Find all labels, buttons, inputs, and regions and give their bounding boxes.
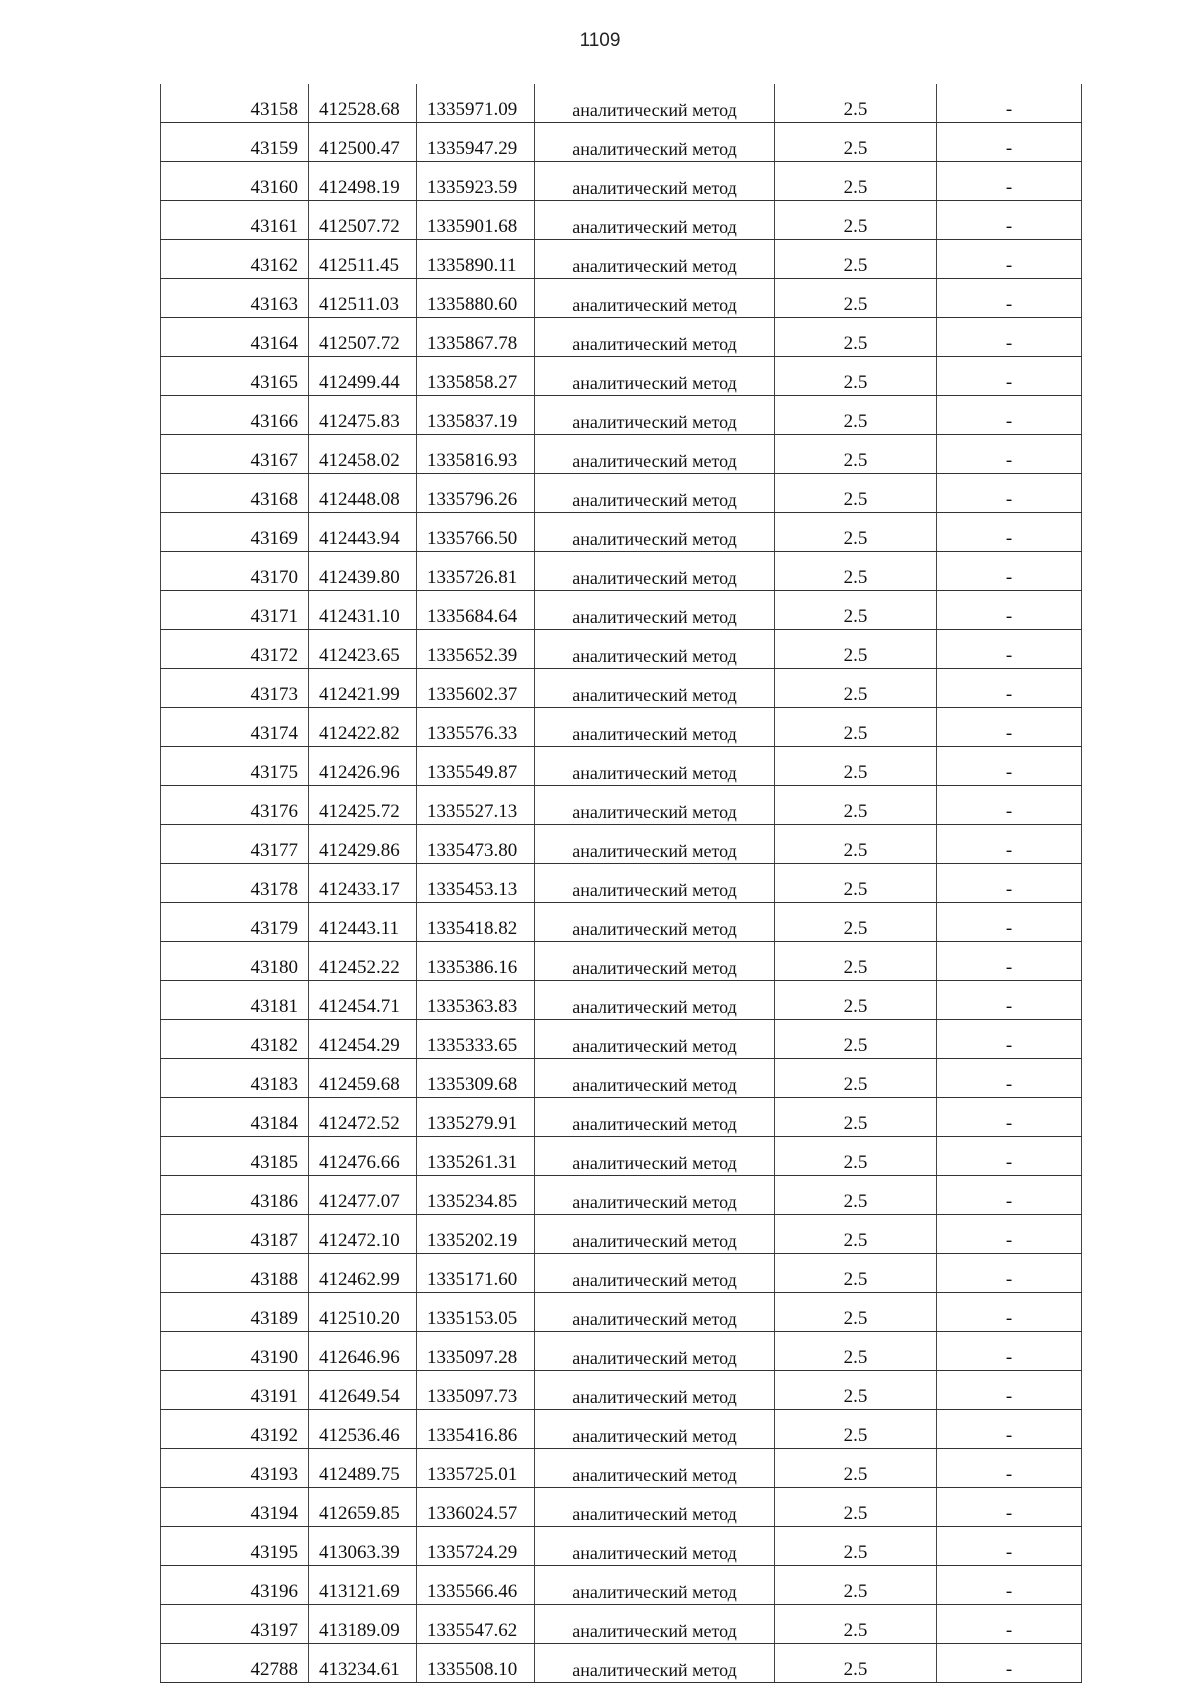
note-cell: -	[937, 552, 1082, 591]
accuracy-cell: 2.5	[775, 591, 937, 630]
note-cell: -	[937, 1176, 1082, 1215]
table-row	[161, 630, 1082, 669]
table-row	[161, 1527, 1082, 1566]
coordinates-table-body	[161, 84, 1082, 1683]
point-number-cell: 43193	[161, 1449, 309, 1488]
note-cell: -	[937, 1644, 1082, 1683]
accuracy-cell: 2.5	[775, 747, 937, 786]
table-row	[161, 747, 1082, 786]
x-coordinate-cell: 412472.52	[309, 1098, 417, 1137]
x-coordinate-cell: 412475.83	[309, 396, 417, 435]
accuracy-cell: 2.5	[775, 942, 937, 981]
table-row	[161, 591, 1082, 630]
x-coordinate-cell: 412477.07	[309, 1176, 417, 1215]
table-row	[161, 396, 1082, 435]
y-coordinate-cell: 1335602.37	[417, 669, 535, 708]
page-number: 1109	[579, 30, 621, 51]
note-cell: -	[937, 201, 1082, 240]
y-coordinate-cell: 1335153.05	[417, 1293, 535, 1332]
note-cell: -	[937, 708, 1082, 747]
point-number-cell: 43167	[161, 435, 309, 474]
point-number-cell: 43171	[161, 591, 309, 630]
note-cell: -	[937, 474, 1082, 513]
y-coordinate-cell: 1335858.27	[417, 357, 535, 396]
point-number-cell: 43173	[161, 669, 309, 708]
accuracy-cell: 2.5	[775, 1254, 937, 1293]
method-cell: аналитический метод	[535, 708, 775, 747]
method-cell: аналитический метод	[535, 1566, 775, 1605]
method-cell: аналитический метод	[535, 1488, 775, 1527]
y-coordinate-cell: 1335923.59	[417, 162, 535, 201]
x-coordinate-cell: 412528.68	[309, 84, 417, 123]
point-number-cell: 43165	[161, 357, 309, 396]
x-coordinate-cell: 412443.94	[309, 513, 417, 552]
y-coordinate-cell: 1335508.10	[417, 1644, 535, 1683]
method-cell: аналитический метод	[535, 474, 775, 513]
point-number-cell: 43192	[161, 1410, 309, 1449]
accuracy-cell: 2.5	[775, 981, 937, 1020]
table-row	[161, 1410, 1082, 1449]
x-coordinate-cell: 413189.09	[309, 1605, 417, 1644]
accuracy-cell: 2.5	[775, 669, 937, 708]
table-row	[161, 1566, 1082, 1605]
accuracy-cell: 2.5	[775, 201, 937, 240]
y-coordinate-cell: 1335363.83	[417, 981, 535, 1020]
x-coordinate-cell: 412511.03	[309, 279, 417, 318]
y-coordinate-cell: 1335901.68	[417, 201, 535, 240]
table-row	[161, 942, 1082, 981]
point-number-cell: 43187	[161, 1215, 309, 1254]
note-cell: -	[937, 1254, 1082, 1293]
accuracy-cell: 2.5	[775, 1410, 937, 1449]
note-cell: -	[937, 240, 1082, 279]
table-row	[161, 1332, 1082, 1371]
point-number-cell: 43189	[161, 1293, 309, 1332]
x-coordinate-cell: 412511.45	[309, 240, 417, 279]
y-coordinate-cell: 1335971.09	[417, 84, 535, 123]
method-cell: аналитический метод	[535, 240, 775, 279]
x-coordinate-cell: 412452.22	[309, 942, 417, 981]
method-cell: аналитический метод	[535, 318, 775, 357]
x-coordinate-cell: 412459.68	[309, 1059, 417, 1098]
x-coordinate-cell: 412499.44	[309, 357, 417, 396]
table-row	[161, 84, 1082, 123]
accuracy-cell: 2.5	[775, 1137, 937, 1176]
method-cell: аналитический метод	[535, 1332, 775, 1371]
y-coordinate-cell: 1336024.57	[417, 1488, 535, 1527]
point-number-cell: 43163	[161, 279, 309, 318]
point-number-cell: 43181	[161, 981, 309, 1020]
y-coordinate-cell: 1335386.16	[417, 942, 535, 981]
x-coordinate-cell: 412458.02	[309, 435, 417, 474]
accuracy-cell: 2.5	[775, 1215, 937, 1254]
method-cell: аналитический метод	[535, 162, 775, 201]
x-coordinate-cell: 413121.69	[309, 1566, 417, 1605]
accuracy-cell: 2.5	[775, 630, 937, 669]
y-coordinate-cell: 1335234.85	[417, 1176, 535, 1215]
table-row	[161, 1020, 1082, 1059]
table-row	[161, 1254, 1082, 1293]
y-coordinate-cell: 1335416.86	[417, 1410, 535, 1449]
point-number-cell: 43195	[161, 1527, 309, 1566]
note-cell: -	[937, 630, 1082, 669]
x-coordinate-cell: 412498.19	[309, 162, 417, 201]
method-cell: аналитический метод	[535, 396, 775, 435]
x-coordinate-cell: 412454.29	[309, 1020, 417, 1059]
point-number-cell: 43184	[161, 1098, 309, 1137]
point-number-cell: 43169	[161, 513, 309, 552]
y-coordinate-cell: 1335333.65	[417, 1020, 535, 1059]
x-coordinate-cell: 412462.99	[309, 1254, 417, 1293]
x-coordinate-cell: 412439.80	[309, 552, 417, 591]
table-row	[161, 513, 1082, 552]
point-number-cell: 43197	[161, 1605, 309, 1644]
table-row	[161, 279, 1082, 318]
accuracy-cell: 2.5	[775, 903, 937, 942]
y-coordinate-cell: 1335684.64	[417, 591, 535, 630]
method-cell: аналитический метод	[535, 1527, 775, 1566]
note-cell: -	[937, 84, 1082, 123]
x-coordinate-cell: 412472.10	[309, 1215, 417, 1254]
x-coordinate-cell: 412507.72	[309, 201, 417, 240]
note-cell: -	[937, 1488, 1082, 1527]
method-cell: аналитический метод	[535, 942, 775, 981]
point-number-cell: 43159	[161, 123, 309, 162]
note-cell: -	[937, 591, 1082, 630]
method-cell: аналитический метод	[535, 1449, 775, 1488]
table-row	[161, 1449, 1082, 1488]
table-row	[161, 708, 1082, 747]
note-cell: -	[937, 864, 1082, 903]
y-coordinate-cell: 1335097.73	[417, 1371, 535, 1410]
method-cell: аналитический метод	[535, 1059, 775, 1098]
x-coordinate-cell: 412425.72	[309, 786, 417, 825]
table-row	[161, 903, 1082, 942]
note-cell: -	[937, 1566, 1082, 1605]
table-row	[161, 981, 1082, 1020]
note-cell: -	[937, 1293, 1082, 1332]
point-number-cell: 43177	[161, 825, 309, 864]
method-cell: аналитический метод	[535, 1644, 775, 1683]
point-number-cell: 43182	[161, 1020, 309, 1059]
x-coordinate-cell: 412649.54	[309, 1371, 417, 1410]
x-coordinate-cell: 412421.99	[309, 669, 417, 708]
accuracy-cell: 2.5	[775, 825, 937, 864]
note-cell: -	[937, 903, 1082, 942]
y-coordinate-cell: 1335418.82	[417, 903, 535, 942]
note-cell: -	[937, 1410, 1082, 1449]
point-number-cell: 43161	[161, 201, 309, 240]
accuracy-cell: 2.5	[775, 552, 937, 591]
y-coordinate-cell: 1335279.91	[417, 1098, 535, 1137]
point-number-cell: 43160	[161, 162, 309, 201]
method-cell: аналитический метод	[535, 357, 775, 396]
y-coordinate-cell: 1335547.62	[417, 1605, 535, 1644]
table-row	[161, 669, 1082, 708]
y-coordinate-cell: 1335890.11	[417, 240, 535, 279]
accuracy-cell: 2.5	[775, 1293, 937, 1332]
x-coordinate-cell: 412433.17	[309, 864, 417, 903]
note-cell: -	[937, 1098, 1082, 1137]
note-cell: -	[937, 513, 1082, 552]
table-row	[161, 162, 1082, 201]
x-coordinate-cell: 412510.20	[309, 1293, 417, 1332]
note-cell: -	[937, 825, 1082, 864]
point-number-cell: 43168	[161, 474, 309, 513]
accuracy-cell: 2.5	[775, 435, 937, 474]
point-number-cell: 43175	[161, 747, 309, 786]
method-cell: аналитический метод	[535, 630, 775, 669]
x-coordinate-cell: 412659.85	[309, 1488, 417, 1527]
point-number-cell: 43174	[161, 708, 309, 747]
note-cell: -	[937, 1059, 1082, 1098]
y-coordinate-cell: 1335453.13	[417, 864, 535, 903]
table-row	[161, 435, 1082, 474]
note-cell: -	[937, 747, 1082, 786]
method-cell: аналитический метод	[535, 1020, 775, 1059]
point-number-cell: 43164	[161, 318, 309, 357]
point-number-cell: 43170	[161, 552, 309, 591]
table-row	[161, 123, 1082, 162]
method-cell: аналитический метод	[535, 825, 775, 864]
accuracy-cell: 2.5	[775, 1488, 937, 1527]
accuracy-cell: 2.5	[775, 1371, 937, 1410]
note-cell: -	[937, 786, 1082, 825]
accuracy-cell: 2.5	[775, 1176, 937, 1215]
x-coordinate-cell: 412454.71	[309, 981, 417, 1020]
note-cell: -	[937, 357, 1082, 396]
method-cell: аналитический метод	[535, 1371, 775, 1410]
accuracy-cell: 2.5	[775, 1098, 937, 1137]
point-number-cell: 43158	[161, 84, 309, 123]
y-coordinate-cell: 1335796.26	[417, 474, 535, 513]
table-row	[161, 1137, 1082, 1176]
x-coordinate-cell: 412489.75	[309, 1449, 417, 1488]
accuracy-cell: 2.5	[775, 708, 937, 747]
accuracy-cell: 2.5	[775, 513, 937, 552]
y-coordinate-cell: 1335473.80	[417, 825, 535, 864]
method-cell: аналитический метод	[535, 669, 775, 708]
note-cell: -	[937, 1527, 1082, 1566]
note-cell: -	[937, 669, 1082, 708]
table-row	[161, 1215, 1082, 1254]
table-row	[161, 357, 1082, 396]
accuracy-cell: 2.5	[775, 1566, 937, 1605]
note-cell: -	[937, 1020, 1082, 1059]
note-cell: -	[937, 318, 1082, 357]
note-cell: -	[937, 1449, 1082, 1488]
point-number-cell: 43188	[161, 1254, 309, 1293]
y-coordinate-cell: 1335097.28	[417, 1332, 535, 1371]
note-cell: -	[937, 1215, 1082, 1254]
x-coordinate-cell: 412423.65	[309, 630, 417, 669]
table-row	[161, 474, 1082, 513]
point-number-cell: 43178	[161, 864, 309, 903]
accuracy-cell: 2.5	[775, 1332, 937, 1371]
y-coordinate-cell: 1335880.60	[417, 279, 535, 318]
method-cell: аналитический метод	[535, 903, 775, 942]
x-coordinate-cell: 412536.46	[309, 1410, 417, 1449]
accuracy-cell: 2.5	[775, 162, 937, 201]
y-coordinate-cell: 1335527.13	[417, 786, 535, 825]
point-number-cell: 43162	[161, 240, 309, 279]
accuracy-cell: 2.5	[775, 396, 937, 435]
x-coordinate-cell: 412448.08	[309, 474, 417, 513]
method-cell: аналитический метод	[535, 1176, 775, 1215]
y-coordinate-cell: 1335566.46	[417, 1566, 535, 1605]
accuracy-cell: 2.5	[775, 240, 937, 279]
y-coordinate-cell: 1335309.68	[417, 1059, 535, 1098]
table-row	[161, 240, 1082, 279]
x-coordinate-cell: 412422.82	[309, 708, 417, 747]
accuracy-cell: 2.5	[775, 123, 937, 162]
note-cell: -	[937, 123, 1082, 162]
method-cell: аналитический метод	[535, 1098, 775, 1137]
point-number-cell: 43183	[161, 1059, 309, 1098]
x-coordinate-cell: 412426.96	[309, 747, 417, 786]
y-coordinate-cell: 1335549.87	[417, 747, 535, 786]
table-row	[161, 552, 1082, 591]
coordinates-table	[160, 84, 1082, 1683]
method-cell: аналитический метод	[535, 84, 775, 123]
method-cell: аналитический метод	[535, 747, 775, 786]
method-cell: аналитический метод	[535, 513, 775, 552]
point-number-cell: 43186	[161, 1176, 309, 1215]
note-cell: -	[937, 279, 1082, 318]
y-coordinate-cell: 1335947.29	[417, 123, 535, 162]
point-number-cell: 42788	[161, 1644, 309, 1683]
accuracy-cell: 2.5	[775, 1449, 937, 1488]
method-cell: аналитический метод	[535, 981, 775, 1020]
method-cell: аналитический метод	[535, 435, 775, 474]
method-cell: аналитический метод	[535, 1293, 775, 1332]
accuracy-cell: 2.5	[775, 1527, 937, 1566]
note-cell: -	[937, 162, 1082, 201]
table-row	[161, 1605, 1082, 1644]
point-number-cell: 43194	[161, 1488, 309, 1527]
note-cell: -	[937, 1371, 1082, 1410]
point-number-cell: 43172	[161, 630, 309, 669]
table-row	[161, 201, 1082, 240]
accuracy-cell: 2.5	[775, 1059, 937, 1098]
point-number-cell: 43180	[161, 942, 309, 981]
table-row	[161, 864, 1082, 903]
y-coordinate-cell: 1335202.19	[417, 1215, 535, 1254]
method-cell: аналитический метод	[535, 123, 775, 162]
method-cell: аналитический метод	[535, 552, 775, 591]
method-cell: аналитический метод	[535, 1254, 775, 1293]
accuracy-cell: 2.5	[775, 1020, 937, 1059]
method-cell: аналитический метод	[535, 591, 775, 630]
point-number-cell: 43166	[161, 396, 309, 435]
note-cell: -	[937, 981, 1082, 1020]
x-coordinate-cell: 412443.11	[309, 903, 417, 942]
table-row	[161, 825, 1082, 864]
method-cell: аналитический метод	[535, 1215, 775, 1254]
table-row	[161, 1644, 1082, 1683]
x-coordinate-cell: 412500.47	[309, 123, 417, 162]
table-row	[161, 1293, 1082, 1332]
y-coordinate-cell: 1335576.33	[417, 708, 535, 747]
x-coordinate-cell: 413234.61	[309, 1644, 417, 1683]
y-coordinate-cell: 1335867.78	[417, 318, 535, 357]
accuracy-cell: 2.5	[775, 357, 937, 396]
note-cell: -	[937, 1605, 1082, 1644]
table-row	[161, 1059, 1082, 1098]
method-cell: аналитический метод	[535, 864, 775, 903]
table-row	[161, 1176, 1082, 1215]
accuracy-cell: 2.5	[775, 279, 937, 318]
table-row	[161, 1371, 1082, 1410]
x-coordinate-cell: 412646.96	[309, 1332, 417, 1371]
x-coordinate-cell: 412431.10	[309, 591, 417, 630]
accuracy-cell: 2.5	[775, 318, 937, 357]
table-row	[161, 318, 1082, 357]
method-cell: аналитический метод	[535, 1137, 775, 1176]
y-coordinate-cell: 1335725.01	[417, 1449, 535, 1488]
accuracy-cell: 2.5	[775, 864, 937, 903]
x-coordinate-cell: 412429.86	[309, 825, 417, 864]
y-coordinate-cell: 1335766.50	[417, 513, 535, 552]
table-row	[161, 1098, 1082, 1137]
accuracy-cell: 2.5	[775, 474, 937, 513]
point-number-cell: 43176	[161, 786, 309, 825]
method-cell: аналитический метод	[535, 201, 775, 240]
note-cell: -	[937, 1332, 1082, 1371]
point-number-cell: 43179	[161, 903, 309, 942]
y-coordinate-cell: 1335816.93	[417, 435, 535, 474]
y-coordinate-cell: 1335726.81	[417, 552, 535, 591]
x-coordinate-cell: 412476.66	[309, 1137, 417, 1176]
method-cell: аналитический метод	[535, 1410, 775, 1449]
note-cell: -	[937, 396, 1082, 435]
accuracy-cell: 2.5	[775, 1605, 937, 1644]
note-cell: -	[937, 435, 1082, 474]
y-coordinate-cell: 1335261.31	[417, 1137, 535, 1176]
accuracy-cell: 2.5	[775, 1644, 937, 1683]
point-number-cell: 43190	[161, 1332, 309, 1371]
x-coordinate-cell: 412507.72	[309, 318, 417, 357]
x-coordinate-cell: 413063.39	[309, 1527, 417, 1566]
method-cell: аналитический метод	[535, 1605, 775, 1644]
point-number-cell: 43185	[161, 1137, 309, 1176]
method-cell: аналитический метод	[535, 786, 775, 825]
table-row	[161, 1488, 1082, 1527]
table-row	[161, 786, 1082, 825]
accuracy-cell: 2.5	[775, 84, 937, 123]
y-coordinate-cell: 1335724.29	[417, 1527, 535, 1566]
point-number-cell: 43196	[161, 1566, 309, 1605]
method-cell: аналитический метод	[535, 279, 775, 318]
point-number-cell: 43191	[161, 1371, 309, 1410]
y-coordinate-cell: 1335171.60	[417, 1254, 535, 1293]
note-cell: -	[937, 942, 1082, 981]
y-coordinate-cell: 1335652.39	[417, 630, 535, 669]
accuracy-cell: 2.5	[775, 786, 937, 825]
y-coordinate-cell: 1335837.19	[417, 396, 535, 435]
note-cell: -	[937, 1137, 1082, 1176]
